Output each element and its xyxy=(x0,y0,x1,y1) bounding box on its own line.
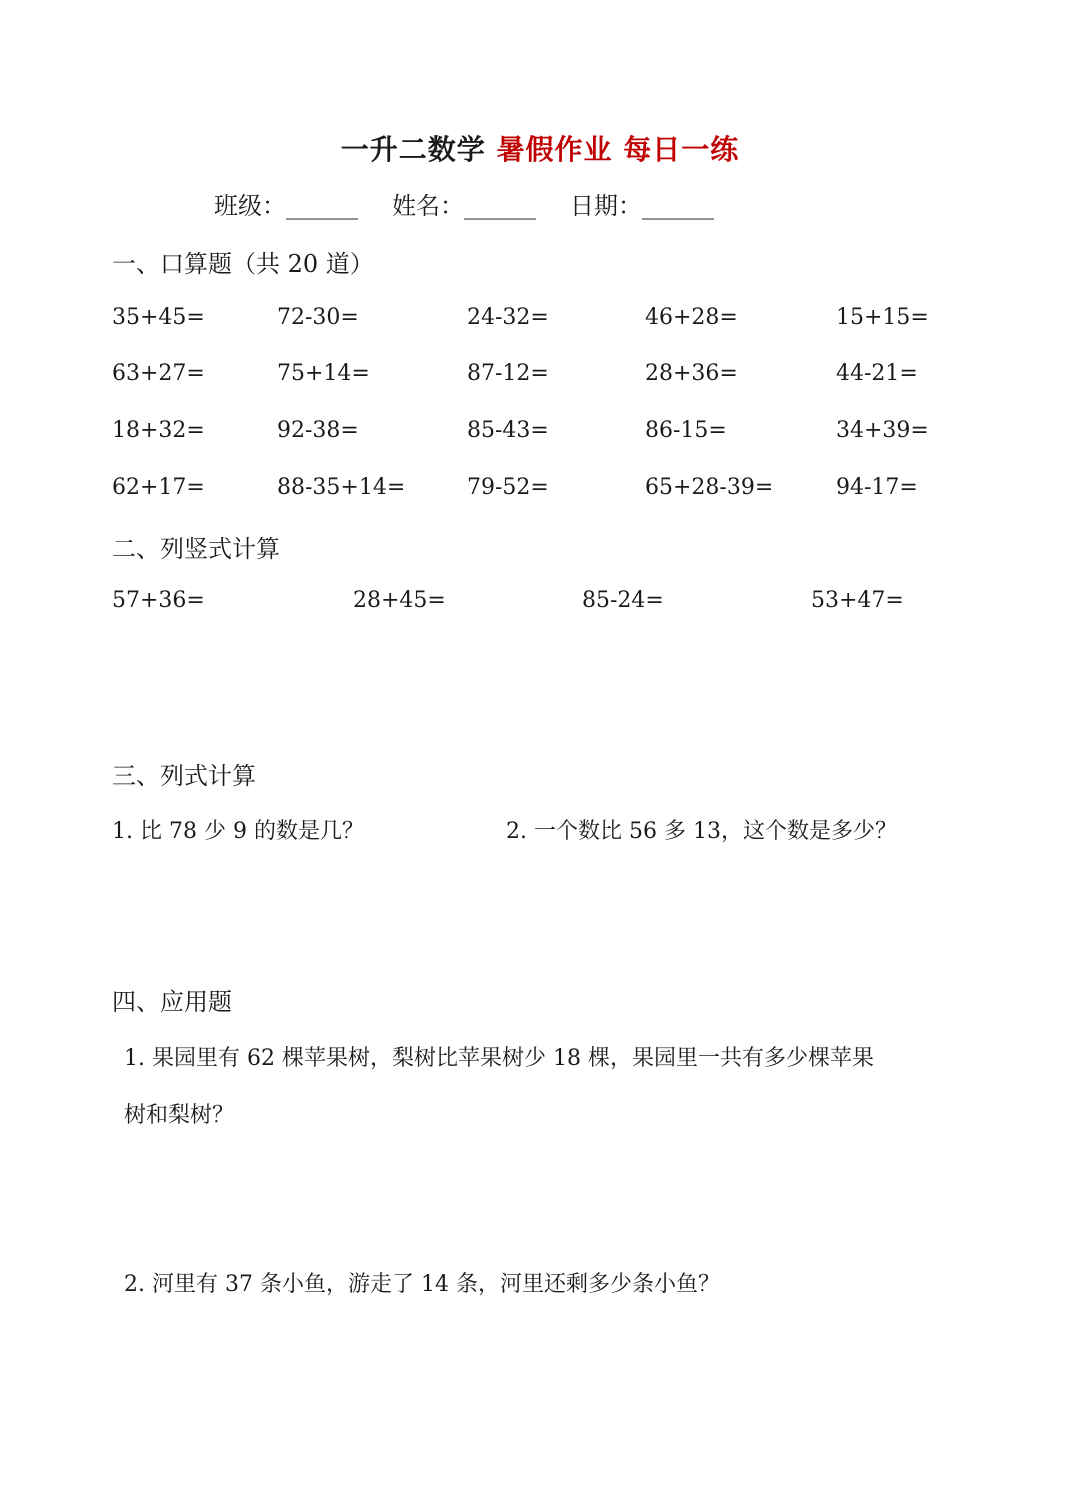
vertical-calc-item: 53+47= xyxy=(811,588,904,613)
word-problem-1-line-2: 树和梨树？ xyxy=(124,1103,235,1128)
problem-item: 92-38= xyxy=(277,418,359,443)
problem-item: 62+17= xyxy=(112,475,205,500)
problem-item: 24-32= xyxy=(467,305,549,330)
problem-item: 85-43= xyxy=(467,418,549,443)
word-problem-2: 2. 河里有 37 条小鱼，游走了 14 条，河里还剩多少条小鱼？ xyxy=(124,1272,720,1297)
problem-item: 88-35+14= xyxy=(277,475,406,500)
class-field: 班级：______ xyxy=(214,192,358,220)
section-4-heading: 四、应用题 xyxy=(112,988,232,1016)
problem-item: 34+39= xyxy=(836,418,929,443)
section-2-heading: 二、列竖式计算 xyxy=(112,535,280,563)
problem-item: 94-17= xyxy=(836,475,918,500)
problem-item: 72-30= xyxy=(277,305,359,330)
vertical-calc-item: 57+36= xyxy=(112,588,205,613)
problem-item: 86-15= xyxy=(645,418,727,443)
problem-item: 79-52= xyxy=(467,475,549,500)
question-2: 2. 一个数比 56 多 13，这个数是多少？ xyxy=(506,819,897,844)
problem-item: 87-12= xyxy=(467,361,549,386)
date-field: 日期：______ xyxy=(570,192,714,220)
problem-item: 18+32= xyxy=(112,418,205,443)
section-3-heading: 三、列式计算 xyxy=(112,762,256,790)
vertical-calc-item: 28+45= xyxy=(353,588,446,613)
problem-item: 28+36= xyxy=(645,361,738,386)
word-problem-1-line-1: 1. 果园里有 62 棵苹果树，梨树比苹果树少 18 棵，果园里一共有多少棵苹果 xyxy=(124,1046,874,1071)
page-title xyxy=(0,128,1080,168)
name-field: 姓名：______ xyxy=(392,192,536,220)
title-daily: 每日一练 xyxy=(623,133,740,166)
problem-item: 46+28= xyxy=(645,305,738,330)
section-1-heading: 一、口算题（共 20 道） xyxy=(112,250,374,278)
title-subject: 一升二数学 xyxy=(340,133,486,166)
problem-item: 63+27= xyxy=(112,361,205,386)
problem-item: 75+14= xyxy=(277,361,370,386)
vertical-calc-item: 85-24= xyxy=(582,588,664,613)
title-homework: 暑假作业 xyxy=(496,133,613,166)
problem-item: 65+28-39= xyxy=(645,475,774,500)
problem-item: 44-21= xyxy=(836,361,918,386)
problem-item: 15+15= xyxy=(836,305,929,330)
question-1: 1. 比 78 少 9 的数是几？ xyxy=(112,819,364,844)
problem-item: 35+45= xyxy=(112,305,205,330)
